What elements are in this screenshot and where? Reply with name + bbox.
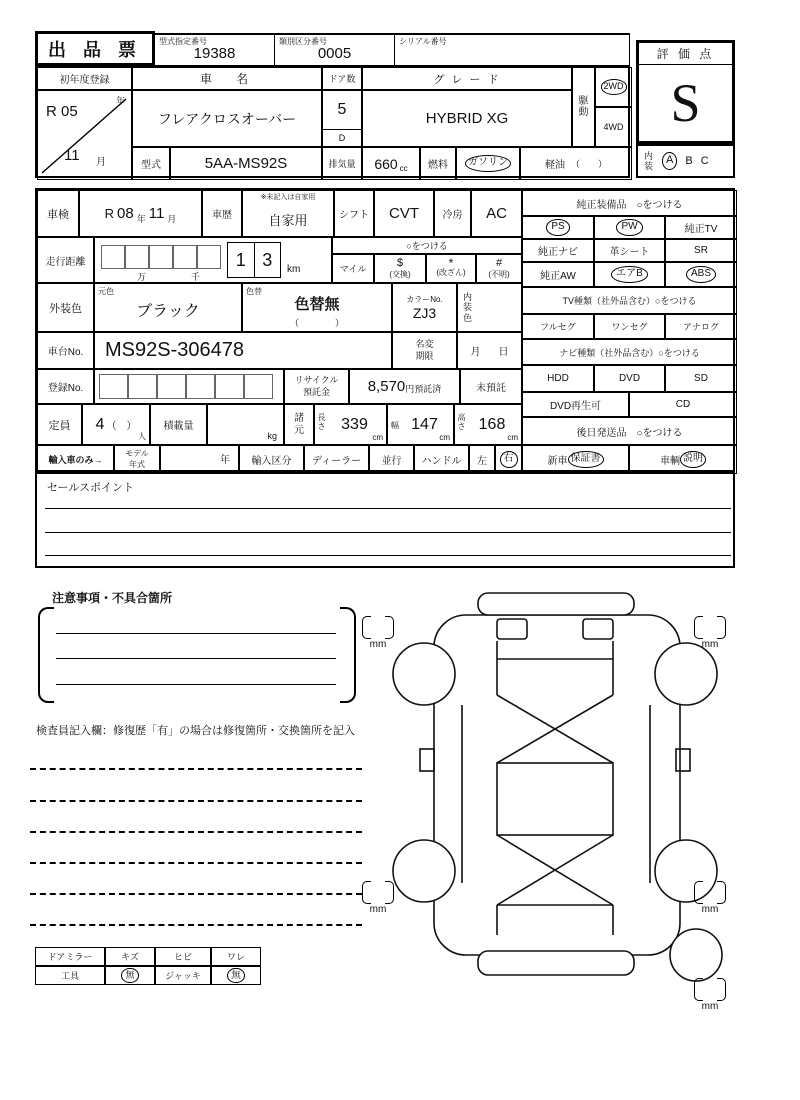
rule-line (45, 532, 731, 533)
sheet-title: 出 品 票 (35, 31, 155, 66)
manual-prefix: 車輌 (660, 456, 680, 467)
odometer-cell (94, 237, 332, 283)
displacement-value: 660 (374, 155, 398, 172)
recycle-amount: 8,570 (367, 378, 406, 395)
fuel-gasoline-cell (456, 147, 520, 180)
tv-type-header: TV種類（社外品含む）○をつける (522, 287, 737, 314)
odometer-box (125, 245, 149, 269)
measure-mark-spare (692, 978, 728, 1012)
mm-unit-label: mm (369, 904, 387, 915)
evaluation-title: 評 価 点 (639, 43, 732, 65)
mark-exchange (374, 254, 426, 283)
navi-dvd: DVD (594, 365, 665, 392)
fuel-label: 燃料 (420, 147, 456, 180)
model-year-label-1: モデル (125, 449, 149, 459)
length-unit: cm (372, 433, 383, 442)
chassis-label: 車台No. (37, 332, 94, 369)
reg-no-label: 登録No. (37, 369, 94, 404)
ps-selected: PS (546, 219, 569, 236)
height-label: 高さ (457, 413, 466, 432)
height-value: 168 (478, 415, 506, 433)
length-value: 339 (341, 415, 368, 433)
displacement-label: 排気量 (322, 147, 362, 180)
dashed-line (30, 924, 362, 926)
evaluation-score: S (670, 73, 701, 133)
first-reg-year-suffix: 年 (115, 96, 125, 106)
tool-none-cell (105, 966, 155, 985)
mm-unit-label: mm (701, 904, 719, 915)
none-selected: 無 (121, 968, 138, 983)
abs-selected: ABS (686, 266, 716, 283)
shaken-month: 11 (148, 205, 165, 222)
model-year-label (114, 445, 160, 474)
grade-header: グ レ ー ド (362, 67, 572, 90)
height-cell (454, 404, 522, 445)
interior-color-label: 内装色 (462, 291, 472, 323)
bracket-right-icon (717, 978, 726, 1001)
navi-dvd-play: DVD再生可 (522, 392, 629, 417)
rename-month: 月 (470, 347, 481, 358)
car-body-outline (434, 615, 680, 955)
notes-label: 注意事項・不具合箇所 (52, 591, 173, 605)
odometer-value-box (227, 242, 281, 278)
wheel-front-right (655, 643, 717, 705)
rule-line (56, 658, 336, 659)
import-parallel: 並行 (369, 445, 414, 474)
navi-type-header: ナビ種類（社外品含む）○をつける (522, 339, 737, 365)
shift-value: CVT (374, 190, 434, 237)
history-cell (242, 190, 334, 237)
dashed-line (30, 893, 362, 895)
recolor-value: 色替無 (294, 295, 340, 313)
car-top-view-diagram (382, 583, 728, 1015)
recolor-label: 色替 (246, 287, 262, 296)
mark-dollar: $ (396, 257, 404, 269)
measure-mark-front-left (360, 616, 396, 650)
interior-grade-c: C (700, 155, 709, 167)
warranty-prefix: 新車 (547, 456, 568, 467)
first-reg-cell (37, 90, 132, 180)
field-serial-number (395, 33, 630, 65)
reg-box (186, 374, 215, 399)
dashed-line (30, 831, 362, 833)
wheel-front-left (393, 643, 455, 705)
drive-2wd-selected: 2WD (601, 79, 627, 94)
odometer-box (197, 245, 221, 269)
shift-label: シフト (334, 190, 374, 237)
jack-label: ジャッキ (155, 966, 211, 985)
equipment-header: 純正装備品 ○をつける (522, 190, 737, 216)
reg-box (99, 374, 128, 399)
model-year-unit: 年 (220, 455, 230, 466)
sales-point-box (35, 472, 735, 568)
sen-marker: 千 (191, 272, 201, 282)
handle-label: ハンドル (414, 445, 469, 474)
bracket-right-icon (385, 881, 394, 904)
history-label: 車歴 (202, 190, 242, 237)
scratch-header: キズ (105, 947, 155, 966)
inspector-label: 検査員記入欄：修復歴「有」の場合は修復箇所・交換箇所を記入 (36, 725, 355, 737)
first-reg-month: 11 (64, 147, 80, 164)
odometer-box (101, 245, 125, 269)
rename-day: 日 (498, 347, 509, 358)
tv-fullseg: フルセグ (522, 314, 594, 339)
history-value: 自家用 (268, 212, 308, 228)
pw-selected: PW (616, 219, 642, 236)
fuel-diesel: 軽油 (544, 160, 565, 171)
mark-star-note: (改ざん) (436, 268, 466, 278)
base-color-label: 元色 (98, 287, 114, 296)
equip-aw: 純正AW (522, 262, 594, 287)
import-division-label: 輸入区分 (239, 445, 304, 474)
odometer-box (149, 245, 173, 269)
color-no-label: カラーNo. (406, 295, 443, 304)
load-label: 積載量 (150, 404, 207, 445)
doors-unit: D (323, 129, 361, 146)
base-color-cell (94, 283, 242, 332)
field-class-division (275, 33, 395, 65)
width-unit: cm (439, 433, 450, 442)
mark-dollar-note: (交換) (389, 270, 411, 279)
airbag-selected: エアB (611, 266, 648, 283)
bracket-left-icon (362, 881, 371, 904)
bracket-right-icon (717, 616, 726, 639)
shaken-label: 車検 (37, 190, 79, 237)
equip-leather: 革シート (594, 239, 665, 262)
jack-none-cell (211, 966, 261, 985)
capacity-value: 4 (95, 415, 105, 433)
capacity-label: 定員 (37, 404, 82, 445)
color-no-value: ZJ3 (412, 305, 437, 321)
rule-line (45, 555, 731, 556)
recycle-label-2: 預託金 (302, 386, 330, 397)
shaken-era: R (104, 206, 115, 221)
wheel-rear-left (393, 840, 455, 902)
dashed-line (30, 800, 362, 802)
doors-header: ドア数 (322, 67, 362, 90)
grade-value: HYBRID XG (362, 90, 572, 147)
measure-mark-rear-left (360, 881, 396, 915)
model-code-value: 5AA-MS92S (170, 147, 322, 180)
odometer-digit-2: 3 (254, 243, 281, 277)
man-marker: 万 (137, 272, 147, 282)
recycle-label (284, 369, 349, 404)
car-name-value: フレアクロスオーバー (132, 90, 322, 147)
bracket-right-icon (717, 881, 726, 904)
import-only-label: 輸入車のみ→ (37, 445, 114, 474)
measure-mark-rear-right (692, 881, 728, 915)
mark-tampered (426, 254, 476, 283)
length-cell (314, 404, 387, 445)
reg-box (157, 374, 186, 399)
navi-cd: CD (629, 392, 737, 417)
doors-cell (322, 90, 362, 147)
mm-unit-label: mm (369, 639, 387, 650)
door-mirror-header: ドアミラー (35, 947, 105, 966)
km-unit: km (287, 264, 301, 275)
first-reg-header: 初年度登録 (37, 67, 132, 90)
field-model-designation (155, 33, 275, 65)
capacity-cell (82, 404, 150, 445)
measure-mark-front-right (692, 616, 728, 650)
fuel-diesel-cell (520, 147, 632, 180)
fuel-gasoline-selected: ガソリン (465, 155, 511, 172)
field-label: シリアル番号 (399, 37, 447, 46)
none-selected: 無 (227, 968, 244, 983)
model-code-label: 型式 (132, 147, 170, 180)
navi-hdd: HDD (522, 365, 594, 392)
first-reg-year: R 05 (46, 103, 78, 120)
spec-label-cell (284, 404, 314, 445)
recolor-cell (242, 283, 392, 332)
interior-grade-box (636, 144, 735, 178)
dashed-line (30, 768, 362, 770)
handle-left: 左 (469, 445, 495, 474)
interior-color-cell (457, 283, 522, 332)
reg-no-boxes (94, 369, 284, 404)
recolor-paren: （ ） (289, 318, 344, 328)
capacity-unit: 人 (138, 432, 146, 441)
bracket-left-icon (38, 607, 54, 703)
warranty-selected: 保証書 (568, 451, 604, 468)
mm-unit-label: mm (701, 639, 719, 650)
shaken-month-suffix: 月 (167, 214, 177, 224)
shaken-value (79, 190, 202, 237)
width-value: 147 (411, 415, 438, 433)
displacement-cell (362, 147, 420, 180)
load-cell (207, 404, 284, 445)
mileage-label: 走行距離 (37, 237, 94, 283)
recycle-not-deposited: 未預託 (460, 369, 522, 404)
field-value: 19388 (193, 45, 236, 62)
equip-abs-cell (665, 262, 737, 287)
sales-point-label: セールスポイント (47, 482, 135, 494)
crack-header: ヒビ (155, 947, 211, 966)
equip-tv: 純正TV (665, 216, 737, 239)
chassis-value: MS92S-306478 (94, 332, 392, 369)
interior-grade-b: B (685, 155, 693, 167)
drive-2wd-cell (595, 67, 632, 107)
detail-table (35, 188, 735, 472)
exterior-color-label: 外装色 (37, 283, 94, 332)
recycle-deposited-cell (349, 369, 460, 404)
interior-label: 内装 (643, 150, 653, 171)
rule-line (45, 508, 731, 509)
aircon-value: AC (471, 190, 522, 237)
mark-hash: # (495, 257, 503, 269)
bracket-left-icon (362, 616, 371, 639)
odometer-digit-1: 1 (235, 249, 246, 270)
equip-pw-cell (594, 216, 665, 239)
drive-header-label: 駆動 (578, 95, 589, 118)
field-value: 0005 (317, 45, 352, 62)
reg-box (128, 374, 157, 399)
rule-line (56, 633, 336, 634)
field-label: 型式指定番号 (159, 37, 207, 46)
drive-4wd-cell: 4WD (595, 107, 632, 147)
equip-navi: 純正ナビ (522, 239, 594, 262)
rule-line (56, 684, 336, 685)
mm-unit-label: mm (701, 1001, 719, 1012)
mileage-mark-header: ○をつける (332, 237, 522, 254)
handle-right-cell (495, 445, 522, 474)
break-header: ワレ (211, 947, 261, 966)
tv-analog: アナログ (665, 314, 737, 339)
shaken-year: 08 (117, 205, 134, 222)
car-name-header: 車 名 (132, 67, 322, 90)
doors-value: 5 (337, 101, 347, 118)
field-label: 類別区分番号 (279, 37, 327, 46)
mark-hash-note: (不明) (488, 270, 510, 279)
mark-unknown (476, 254, 522, 283)
displacement-unit: cc (399, 164, 408, 173)
spare-tire (670, 929, 722, 981)
recycle-label-1: リサイクル (294, 374, 339, 385)
equip-ps-cell (522, 216, 594, 239)
mark-star: * (448, 255, 454, 270)
shaken-year-suffix: 年 (136, 214, 146, 224)
load-unit: kg (267, 431, 277, 441)
recycle-deposited-suffix: 円預託済 (405, 384, 442, 394)
odometer-box (173, 245, 197, 269)
manual-cell (629, 445, 737, 474)
dashed-line (30, 862, 362, 864)
evaluation-box (636, 40, 735, 144)
history-note: ※未記入は自家用 (260, 194, 316, 201)
aircon-label: 冷房 (434, 190, 471, 237)
equip-airbag-cell (594, 262, 665, 287)
drive-header (572, 67, 595, 147)
interior-grade-a: A (662, 152, 677, 170)
basic-info-table (35, 65, 630, 178)
height-unit: cm (507, 433, 518, 442)
equip-sr: SR (665, 239, 737, 262)
bracket-left-icon (694, 616, 703, 639)
first-reg-month-suffix: 月 (96, 157, 106, 168)
length-label: 長さ (317, 413, 326, 432)
model-year-cell (160, 445, 239, 474)
reg-box (244, 374, 273, 399)
rename-deadline-value (457, 332, 522, 369)
base-color-value: ブラック (136, 303, 200, 320)
rename-deadline-label (392, 332, 457, 369)
fuel-other-paren: （ ） (570, 159, 607, 169)
bracket-right-icon (385, 616, 394, 639)
warranty-cell (522, 445, 629, 474)
spec-label: 諸元 (294, 413, 304, 436)
tool-label: 工具 (35, 966, 105, 985)
tv-oneseg: ワンセグ (594, 314, 665, 339)
capacity-paren: （ ） (106, 421, 137, 432)
reg-box (215, 374, 244, 399)
later-shipment-header: 後日発送品 ○をつける (522, 417, 737, 445)
rename-label-1: 名変 (415, 338, 434, 349)
width-label: 幅 (391, 421, 399, 430)
width-cell (387, 404, 454, 445)
bracket-left-icon (694, 978, 703, 1001)
bracket-right-icon (340, 607, 356, 703)
manual-selected: 説明 (680, 451, 706, 468)
handle-right-selected: 右 (500, 451, 518, 468)
mark-mile: マイル (332, 254, 374, 283)
model-year-label-2: 年式 (129, 459, 145, 469)
rename-label-2: 期限 (415, 350, 434, 361)
import-dealer: ディーラー (304, 445, 369, 474)
color-no-cell (392, 283, 457, 332)
navi-sd: SD (665, 365, 737, 392)
bracket-left-icon (694, 881, 703, 904)
